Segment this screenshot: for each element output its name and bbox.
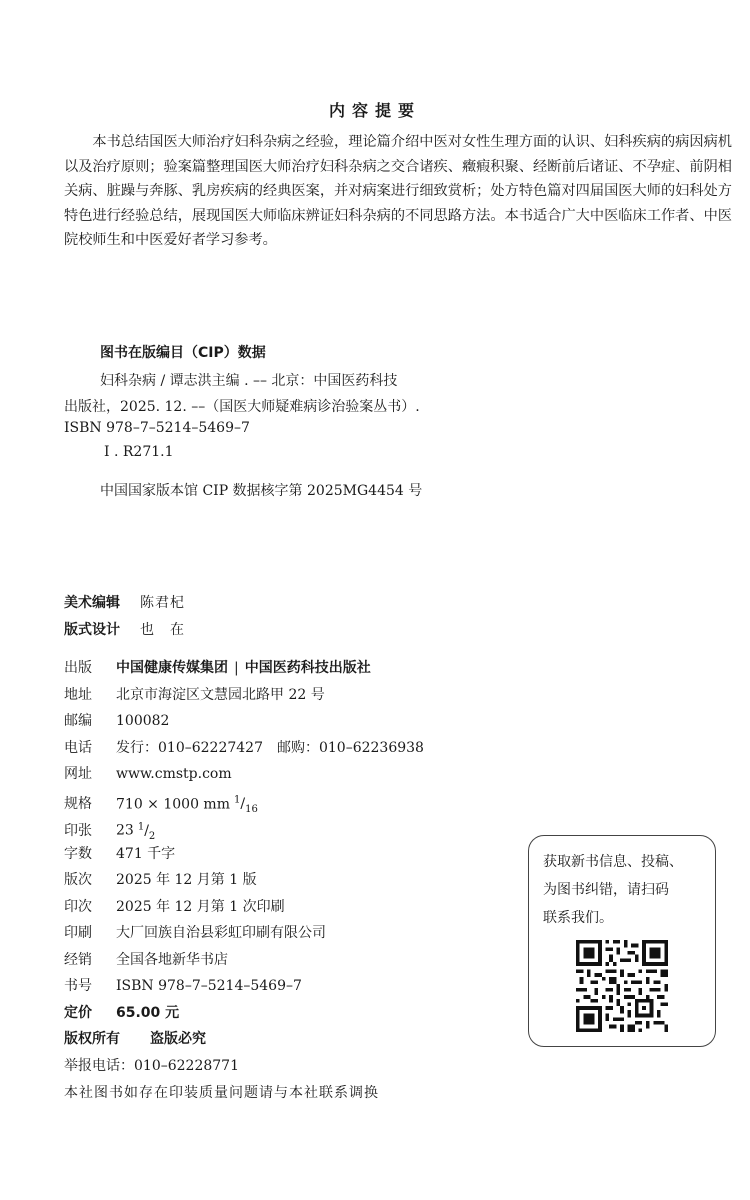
printing-time-row bbox=[64, 894, 424, 921]
printer-row bbox=[64, 920, 424, 947]
qr-caption-line: 联系我们。 bbox=[543, 910, 613, 926]
cip-line-record-number: 中国国家版本馆 CIP 数据核字第 2025MG4454 号 bbox=[100, 483, 423, 499]
phone-row bbox=[64, 735, 424, 762]
credit-value: 也 在 bbox=[140, 622, 185, 638]
row-label: 版次 bbox=[64, 872, 92, 888]
row-label: 字数 bbox=[64, 845, 92, 862]
row-value: ISBN 978–7–5214–5469–7 bbox=[116, 978, 302, 994]
row-label: 电话 bbox=[64, 739, 92, 756]
copyright-value: 盗版必究 bbox=[150, 1031, 206, 1047]
printed-sheets-row bbox=[64, 814, 424, 841]
format-row bbox=[64, 788, 424, 815]
row-value: 471 千字 bbox=[116, 845, 176, 862]
row-value: 发行：010–62227427 邮购：010–62236938 bbox=[116, 739, 424, 756]
sheets-value: 23 bbox=[116, 822, 134, 839]
postcode-row bbox=[64, 708, 424, 735]
fraction-numerator: 1 bbox=[137, 821, 145, 832]
qr-caption-line: 为图书纠错，请扫码 bbox=[543, 882, 669, 898]
credit-art-editor bbox=[64, 592, 185, 612]
row-value: 100082 bbox=[116, 713, 170, 729]
row-value: 大厂回族自治县彩虹印刷有限公司 bbox=[116, 925, 326, 941]
row-label: 经销 bbox=[64, 951, 92, 968]
row-label: 邮编 bbox=[64, 713, 92, 729]
qr-caption bbox=[543, 848, 705, 932]
copyright-label: 版权所有 bbox=[64, 1031, 120, 1047]
summary-body bbox=[64, 130, 732, 253]
publisher-row bbox=[64, 655, 424, 682]
credit-layout-design bbox=[64, 619, 185, 639]
edition-row bbox=[64, 867, 424, 894]
qr-caption-line: 获取新书信息、投稿、 bbox=[543, 854, 683, 870]
row-label: 书号 bbox=[64, 978, 92, 994]
row-value: 2025 年 12 月第 1 版 bbox=[116, 872, 257, 888]
copyright-row bbox=[64, 1026, 424, 1053]
row-value: 全国各地新华书店 bbox=[116, 951, 228, 968]
credit-value: 陈君杞 bbox=[140, 595, 185, 611]
address-row bbox=[64, 682, 424, 709]
publication-info bbox=[64, 655, 424, 1079]
report-phone: 举报电话：010–62228771 bbox=[64, 1057, 239, 1074]
row-label: 印次 bbox=[64, 898, 92, 915]
row-label: 定价 bbox=[64, 1004, 92, 1021]
credit-label: 美术编辑 bbox=[64, 595, 120, 611]
sheets-fraction: $^1/_2$ bbox=[137, 821, 156, 842]
row-value: 2025 年 12 月第 1 次印刷 bbox=[116, 898, 285, 915]
distributor-row bbox=[64, 947, 424, 974]
fraction-denominator: 2 bbox=[148, 830, 156, 842]
publisher-name: 中国医药科技出版社 bbox=[244, 660, 371, 676]
row-label: 地址 bbox=[64, 686, 92, 703]
row-label: 印张 bbox=[64, 822, 92, 839]
qr-contact-box bbox=[528, 835, 716, 1047]
format-value: 710 × 1000 mm bbox=[116, 796, 230, 813]
row-value: 北京市海淀区文慧园北路甲 22 号 bbox=[116, 686, 325, 703]
cip-line-title: 妇科杂病 / 谭志洪主编 . –– 北京：中国医药科技 bbox=[100, 373, 398, 389]
cip-line-publisher: 出版社，2025. 12. ––（国医大师疑难病诊治验案丛书）. bbox=[64, 399, 420, 415]
summary-title: 内容提要 bbox=[328, 101, 421, 120]
publisher-group: 中国健康传媒集团 bbox=[116, 660, 228, 676]
credit-label: 版式设计 bbox=[64, 622, 120, 638]
quality-notice: 本社图书如存在印装质量问题请与本社联系调换 bbox=[64, 1085, 379, 1101]
price-row bbox=[64, 1000, 424, 1027]
row-label: 出版 bbox=[64, 660, 92, 676]
cip-heading: 图书在版编目（CIP）数据 bbox=[100, 345, 266, 361]
row-label: 规格 bbox=[64, 796, 92, 813]
website-link[interactable]: www.cmstp.com bbox=[116, 766, 232, 782]
word-count-row bbox=[64, 841, 424, 868]
row-label: 印刷 bbox=[64, 925, 92, 941]
fraction-numerator: 1 bbox=[233, 794, 241, 806]
summary-paragraph: 本书总结国医大师治疗妇科杂病之经验，理论篇介绍中医对女性生理方面的认识、妇科疾病的病因病机以及治疗原则；验案篇整理国医大师治疗妇科杂病之交合诸疾、癥瘕积聚、经断前后诸证、不孕症、前阴相关病、脏躁与奔豚、乳房疾病的经典医案，并对病案进行细致赏析；处方特色篇对四届国医大师的妇科处方特色进行经验总结，展现国医大师临床辨证妇科杂病的不同思路方法。本书适合广大中医临床工作者、中医院校师生和中医爱好者学习参考。 bbox=[64, 134, 732, 248]
price-value: 65.00 元 bbox=[116, 1004, 180, 1021]
publisher-separator: | bbox=[234, 660, 239, 676]
fraction-denominator: 16 bbox=[245, 803, 258, 815]
website-row bbox=[64, 761, 424, 788]
cip-line-isbn: ISBN 978–7–5214–5469–7 bbox=[64, 420, 250, 436]
row-label: 网址 bbox=[64, 766, 92, 782]
cip-line-classification: Ⅰ . R271.1 bbox=[104, 444, 174, 460]
report-phone-row bbox=[64, 1053, 424, 1080]
format-fraction: $^1/_{16}$ bbox=[233, 794, 258, 815]
book-number-row bbox=[64, 973, 424, 1000]
qr-code-icon[interactable] bbox=[576, 940, 668, 1032]
